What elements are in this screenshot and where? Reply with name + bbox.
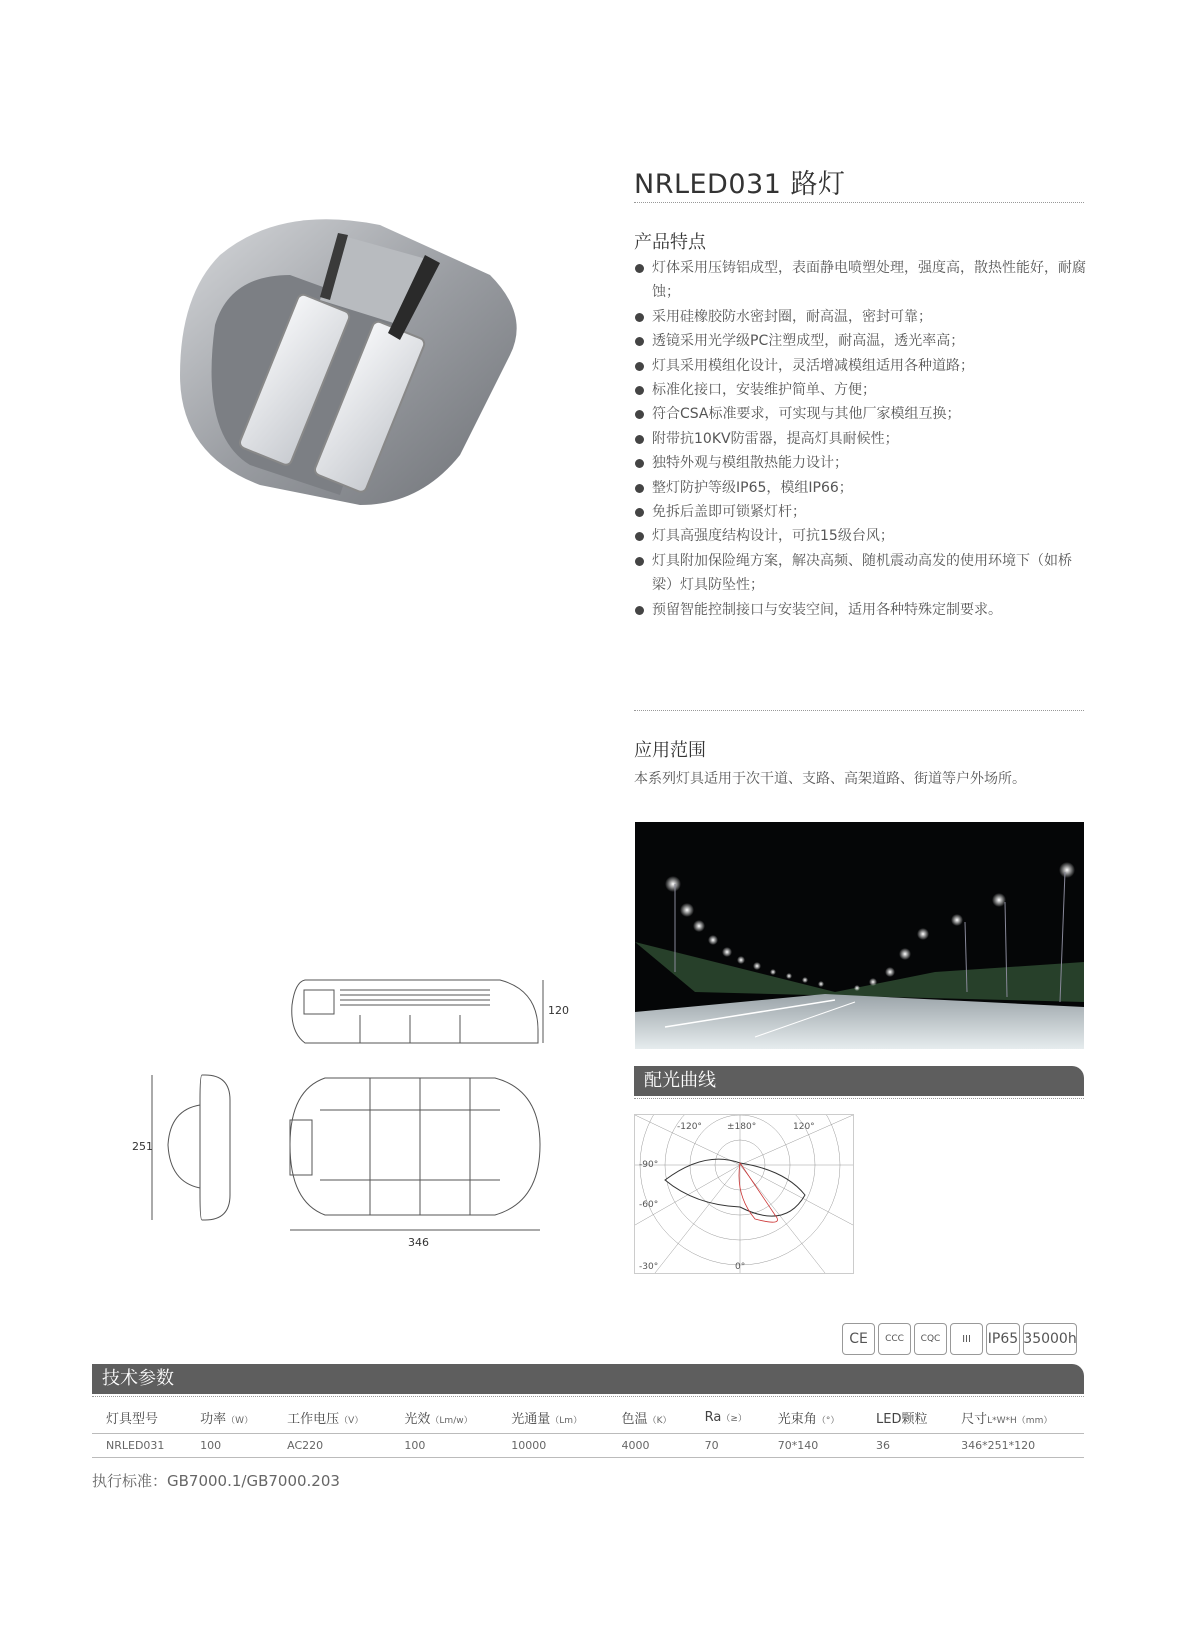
polar-label: -30° bbox=[639, 1262, 659, 1272]
feature-item: 采用硅橡胶防水密封圈，耐高温，密封可靠； bbox=[634, 305, 1086, 329]
col-header: 光束角（°） bbox=[764, 1402, 862, 1434]
polar-label: -90° bbox=[639, 1160, 659, 1170]
table-cell: 70 bbox=[691, 1434, 764, 1458]
technical-drawings bbox=[132, 960, 580, 1280]
application-heading: 应用范围 bbox=[634, 740, 706, 761]
col-header: 光通量（Lm） bbox=[497, 1402, 607, 1434]
features-heading: 产品特点 bbox=[634, 232, 706, 253]
feature-item: 灯具采用模组化设计，灵活增减模组适用各种道路； bbox=[634, 354, 1086, 378]
light-curve-heading: 配光曲线 bbox=[634, 1066, 1084, 1096]
polar-diagram bbox=[634, 1114, 854, 1274]
feature-item: 灯具高强度结构设计，可抗15级台风； bbox=[634, 524, 1086, 548]
col-header: LED颗粒 bbox=[862, 1402, 947, 1434]
feature-item: 免拆后盖即可锁紧灯杆； bbox=[634, 500, 1086, 524]
col-header: 灯具型号 bbox=[92, 1402, 186, 1434]
col-header: 工作电压（V） bbox=[273, 1402, 390, 1434]
col-header: 色温（K） bbox=[608, 1402, 691, 1434]
dimension-height: 120 bbox=[548, 1004, 569, 1017]
polar-label: -60° bbox=[639, 1200, 659, 1210]
table-cell: 346*251*120 bbox=[947, 1434, 1084, 1458]
title-divider bbox=[634, 202, 1084, 203]
table-cell: 100 bbox=[186, 1434, 273, 1458]
table-cell: 4000 bbox=[608, 1434, 691, 1458]
table-row bbox=[92, 1434, 1084, 1458]
feature-item: 透镜采用光学级PC注塑成型，耐高温，透光率高； bbox=[634, 329, 1086, 353]
feature-item: 整灯防护等级IP65，模组IP66； bbox=[634, 476, 1086, 500]
polar-label: ±180° bbox=[727, 1122, 757, 1132]
features-list bbox=[634, 256, 1086, 622]
table-cell: 70*140 bbox=[764, 1434, 862, 1458]
feature-item: 标准化接口，安装维护简单、方便； bbox=[634, 378, 1086, 402]
col-header: 尺寸L*W*H（mm） bbox=[947, 1402, 1084, 1434]
col-header: Ra（≥） bbox=[691, 1402, 764, 1434]
feature-item: 附带抗10KV防雷器，提高灯具耐候性； bbox=[634, 427, 1086, 451]
table-cell: 10000 bbox=[497, 1434, 607, 1458]
page-title: NRLED031 路灯 bbox=[634, 169, 846, 200]
table-header-row bbox=[92, 1402, 1084, 1434]
ccc-mark-icon: CCC bbox=[878, 1323, 911, 1355]
col-header: 功率（W） bbox=[186, 1402, 273, 1434]
polar-label: 120° bbox=[793, 1122, 815, 1132]
table-cell: 36 bbox=[862, 1434, 947, 1458]
table-cell: 100 bbox=[390, 1434, 497, 1458]
ip65-badge: IP65 bbox=[986, 1323, 1020, 1355]
feature-item: 灯具附加保险绳方案，解决高频、随机震动高发的使用环境下（如桥梁）灯具防坠性； bbox=[634, 549, 1086, 598]
feature-item: 预留智能控制接口与安装空间，适用各种特殊定制要求。 bbox=[634, 598, 1086, 622]
application-text: 本系列灯具适用于次干道、支路、高架道路、街道等户外场所。 bbox=[634, 771, 1026, 787]
certification-row bbox=[842, 1323, 1077, 1355]
product-photo bbox=[160, 205, 560, 525]
cqc-mark-icon: CQC bbox=[914, 1323, 947, 1355]
class-iii-icon: III bbox=[950, 1323, 983, 1355]
tech-params-divider bbox=[92, 1396, 1084, 1397]
ce-mark-icon: CE bbox=[842, 1323, 875, 1355]
lifetime-badge: 35000h bbox=[1023, 1323, 1077, 1355]
standard-text: 执行标准：GB7000.1/GB7000.203 bbox=[92, 1472, 340, 1490]
table-cell: NRLED031 bbox=[92, 1434, 186, 1458]
street-photo bbox=[635, 822, 1084, 1049]
polar-label: 0° bbox=[735, 1262, 746, 1272]
dimension-width: 251 bbox=[132, 1140, 153, 1153]
feature-item: 符合CSA标准要求，可实现与其他厂家模组互换； bbox=[634, 402, 1086, 426]
application-divider bbox=[634, 710, 1084, 711]
col-header: 光效（Lm/w） bbox=[390, 1402, 497, 1434]
spec-table bbox=[92, 1402, 1084, 1458]
table-cell: AC220 bbox=[273, 1434, 390, 1458]
polar-label: -120° bbox=[677, 1122, 702, 1132]
dimension-length: 346 bbox=[408, 1236, 429, 1249]
feature-item: 独特外观与模组散热能力设计； bbox=[634, 451, 1086, 475]
tech-params-heading: 技术参数 bbox=[92, 1364, 1084, 1394]
feature-item: 灯体采用压铸铝成型，表面静电喷塑处理，强度高，散热性能好，耐腐蚀； bbox=[634, 256, 1086, 305]
light-curve-divider bbox=[634, 1098, 1084, 1099]
